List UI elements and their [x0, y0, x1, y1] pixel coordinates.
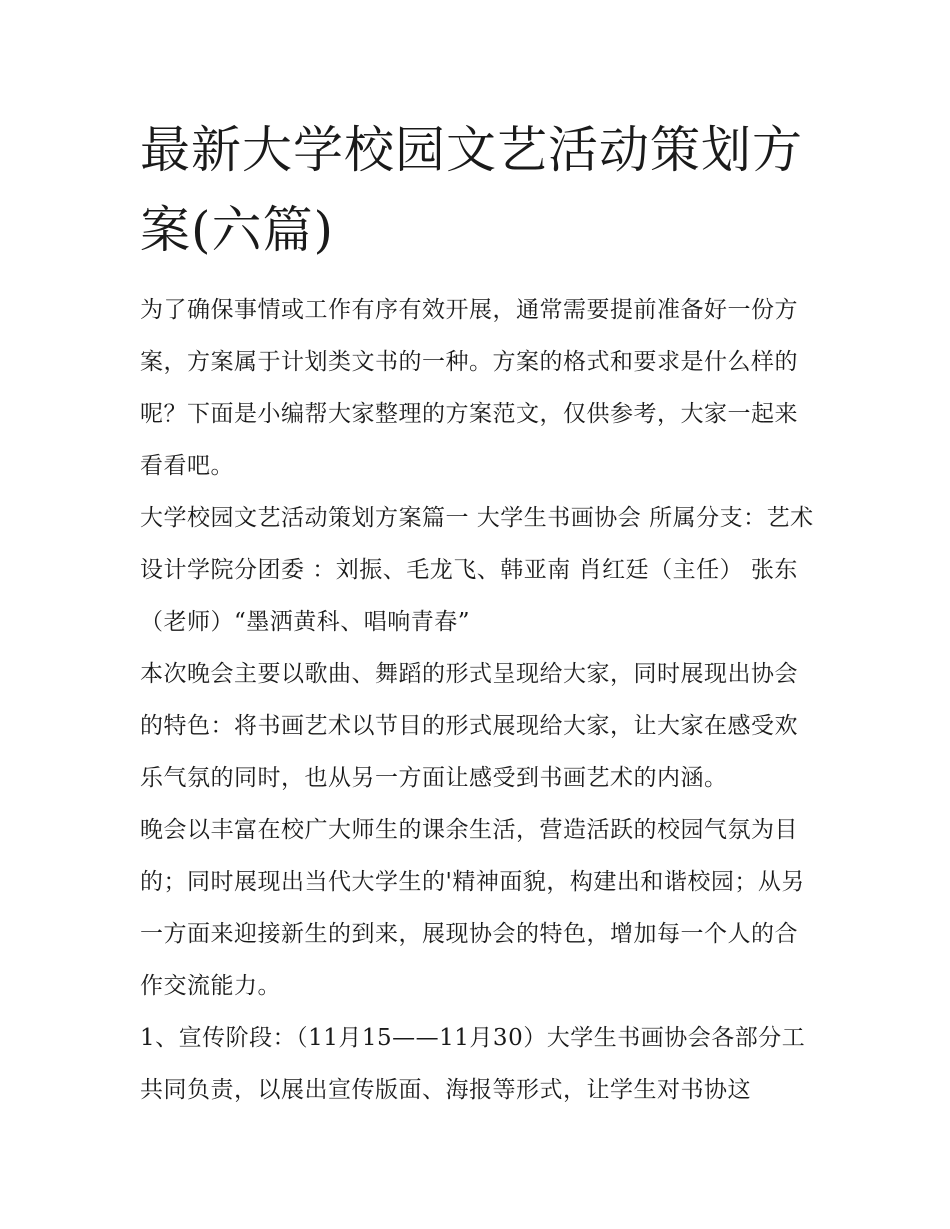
document-page: [140, 110, 820, 1116]
paragraph-gala-purpose: 晚会以丰富在校广大师生的课余生活，营造活跃的校园气氛为目的；同时展现出当代大学生的'精神面貌，构建出和谐校园；从另一方面来迎接新生的到来，展现协会的特色，增加每一个人的合作交流能力。: [140, 817, 805, 999]
paragraph-promotion-stage: 1、宣传阶段：（11月15——11月30）大学生书画协会各部分工共同负责，以展出宣传版面、海报等形式，让学生对书协这: [140, 1025, 806, 1103]
paragraph-gala-content: 本次晚会主要以歌曲、舞蹈的形式呈现给大家，同时展现出协会的特色：将书画艺术以节目的形式展现给大家，让大家在感受欢乐气氛的同时，也从另一方面让感受到书画艺术的内涵。: [140, 661, 798, 791]
paragraph-plan-one-header: 大学校园文艺活动策划方案篇一 大学生书画协会 所属分支：艺术设计学院分团委 ：刘振、毛龙飞、韩亚南 肖红廷（主任） 张东（老师）“墨洒黄科、唱响青春”: [140, 505, 814, 635]
paragraph-intro: 为了确保事情或工作有序有效开展，通常需要提前准备好一份方案，方案属于计划类文书的一种。方案的格式和要求是什么样的呢？下面是小编帮大家整理的方案范文，仅供参考，大家一起来看看吧。: [140, 297, 798, 479]
document-title: 最新大学校园文艺活动策划方案(六篇): [140, 121, 803, 259]
